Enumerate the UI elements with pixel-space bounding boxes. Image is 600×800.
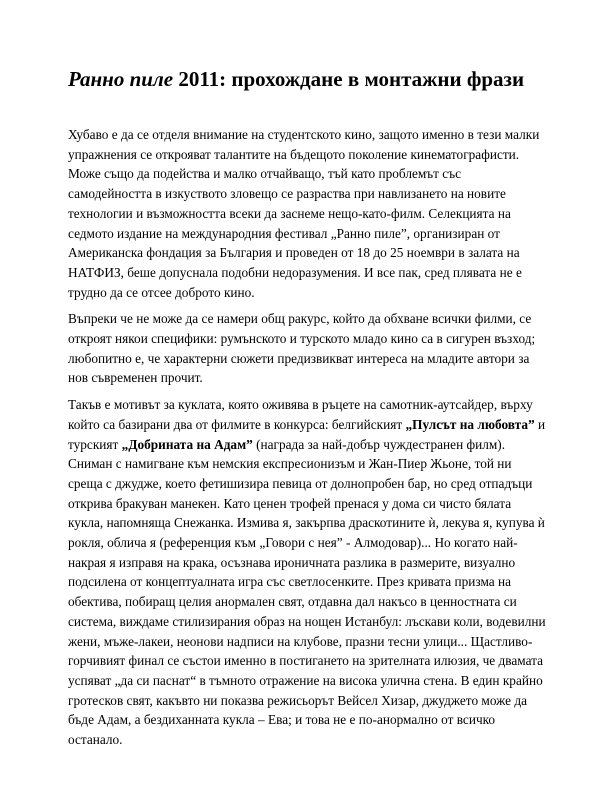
paragraph-3 (68, 395, 548, 750)
paragraph-3-part-a: Такъв е мотивът за куклата, която оживява в ръцете на самотник-аутсайдер, върху който са базирани два от филмите в конкурса: белгийският (68, 397, 533, 432)
paragraph-3-part-c: (награда за най-добър чуждестранен филм). Сниман с намигване към немския експресионизъм и Жан-Пиер Жьоне, той ни среща с джудже, което фетишизира певица от долнопробен бар, но сред отпадъци открива бракуван манекен. Като ценен трофей пренася у дома си чисто бялата кукла, напомняща Снежанка. Измива я, закърпва драскотините ѝ, лекува я, купува ѝ рокля, облича я (референция към „Говори с нея” - Алмодовар)... Но когато най-накрая я изправя на крака, осъзнава ироничната разлика в размерите, визуално подсилена от концептуалната игра със светлосенките. През кривата призма на обектива, побиращ целия анормален свят, отдавна дал накъсо в ценностната си система, виждаме стилизирания образ на нощен Истанбул: лъскави коли, водевилни жени, мъже-лакеи, неонови надписи на клубове, празни тесни улици... Щастливо-горчивият финал се състои именно в постигането на зрителната илюзия, че двамата успяват „да си паснат“ в тъмното отражение на висока улична стена. В един крайно гротесков свят, какъвто ни показва режисьорът Вейсел Хизар, джуджето може да бъде Адам, а бездиханната кукла – Ева; и това не е по-анормално от всичко останало. (68, 436, 546, 748)
paragraph-3-part-b: и турският (68, 416, 546, 452)
article-title (68, 66, 568, 92)
paragraph-2: Въпреки че не може да се намери общ ракурс, който да обхване всички филми, се откроят някои специфики: румънското и турското младо кино са в сигурен възход; любопитно е, че характерни сюжети предизвикват интереса на младите автори за нов съвременен прочит. (68, 311, 536, 386)
paragraph-1: Хубаво е да се отделя внимание на студентското кино, защото именно в тези малки упражнения се открояват талантите на бъдещото поколение кинематографисти. Може също да подейства и малко отчайващо, тъй като проблемът със самодейността в изкуството зловещо се разраства при навлизането на новите технологии и възможността всеки да заснеме нещо-като-филм. Селекцията на седмото издание на международния фестивал „Ранно пиле”, организиран от Американска фондация за България и проведен от 18 до 25 ноември в залата на НАТФИЗ, беше допуснала подобни недоразумения. И все пак, сред плявата не е трудно да се отсее доброто кино. (68, 127, 540, 300)
article-title-rest: 2011: прохождане в монтажни фрази (173, 67, 525, 91)
article-body (68, 125, 548, 757)
article-title-italic: Ранно пиле (68, 67, 174, 91)
film-title-2: „Добрината на Адам” (121, 436, 253, 452)
film-title-1: „Пулсът на любовта” (405, 416, 535, 432)
